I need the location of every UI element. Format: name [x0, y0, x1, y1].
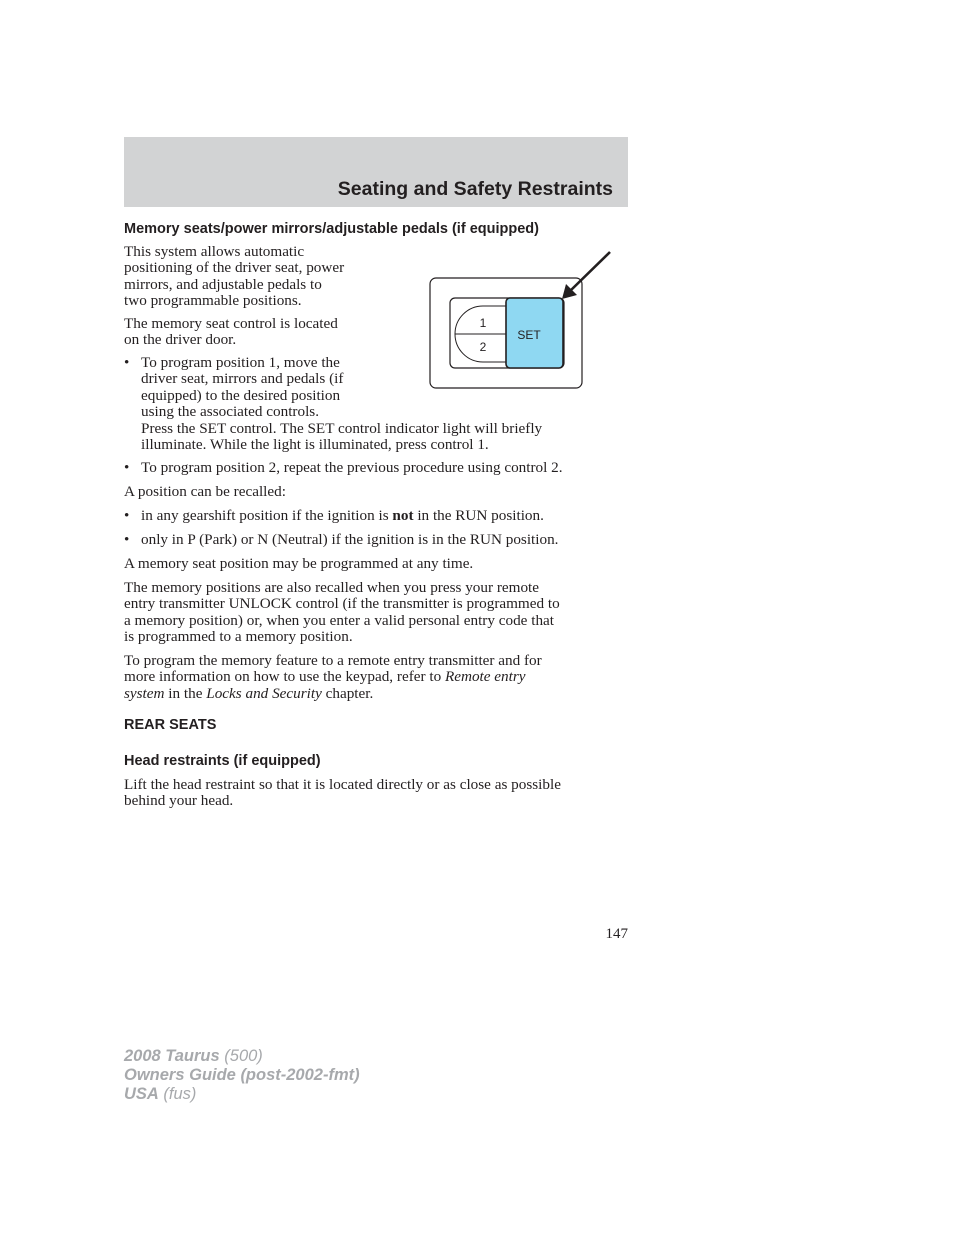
bullet-icon: • — [124, 459, 130, 476]
recall-bullet1-text: in any gearshift position if the ignition is not in the RUN position. — [141, 507, 544, 524]
memory-seat-control-diagram — [428, 250, 618, 392]
footer-doc-info: 2008 Taurus (500) Owners Guide (post-2002-fmt) USA (fus) — [124, 1047, 360, 1103]
head-restraint-paragraph: Lift the head restraint so that it is located directly or as close as possible behind your head. — [124, 776, 561, 810]
anytime-paragraph: A memory seat position may be programmed at any time. — [124, 555, 474, 572]
bullet-icon: • — [124, 507, 130, 524]
pointer-arrow-icon — [569, 252, 610, 292]
program-paragraph: To program the memory feature to a remote entry transmitter and for more information on how to use the keypad, refer to Remote entry system in the Locks and Security chapter. — [124, 652, 542, 702]
recall-intro: A position can be recalled: — [124, 483, 286, 500]
bullet-icon: • — [124, 531, 130, 548]
recall-bullet2-text: only in P (Park) or N (Neutral) if the ignition is in the RUN position. — [141, 531, 559, 548]
location-paragraph: The memory seat control is located on the driver door. — [124, 315, 338, 349]
chapter-header-band — [124, 137, 628, 207]
bullet2-text: To program position 2, repeat the previous procedure using control 2. — [141, 459, 563, 476]
page-number: 147 — [605, 926, 628, 942]
section-heading-rear-seats: REAR SEATS — [124, 717, 217, 733]
intro-paragraph: This system allows automatic positioning of the driver seat, power mirrors, and adjustable pedals to two programmable positions. — [124, 243, 345, 310]
button-1-label: 1 — [479, 316, 487, 330]
section-heading-memory-seats: Memory seats/power mirrors/adjustable pedals (if equipped) — [124, 221, 539, 237]
bullet1-text: To program position 1, move the driver seat, mirrors and pedals (if equipped) to the desired position using the associated controls. Press the SET control. The SET control indicator light will briefly illuminate. While the light is illuminated, press control 1. — [141, 354, 543, 454]
button-2-label: 2 — [479, 340, 487, 354]
remote-paragraph: The memory positions are also recalled when you press your remote entry transmitter UNLOCK control (if the transmitter is programmed to a memory position) or, when you enter a valid personal entry code that is programmed to a memory position. — [124, 579, 560, 646]
bullet-icon: • — [124, 354, 130, 371]
subheading-head-restraints: Head restraints (if equipped) — [124, 753, 321, 769]
chapter-title: Seating and Safety Restraints — [337, 178, 613, 200]
set-button-label: SET — [517, 328, 541, 342]
